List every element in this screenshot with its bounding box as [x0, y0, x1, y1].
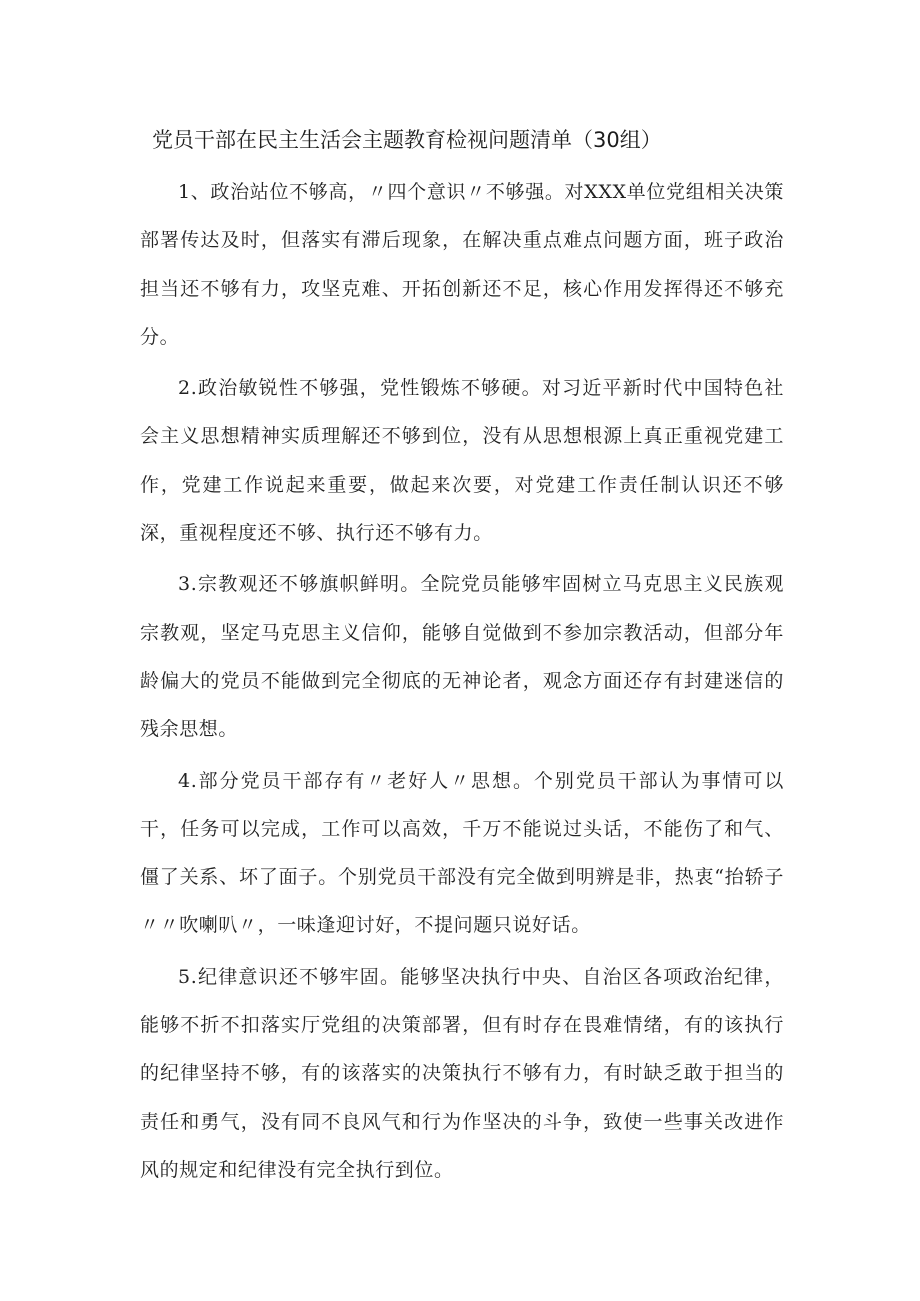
paragraph-5: 5.纪律意识还不够牢固。能够坚决执行中央、自治区各项政治纪律，能够不折不扣落实厅党组的决策部署，但有时存在畏难情绪，有的该执行的纪律坚持不够，有的该落实的决策执行不够有力，有时缺乏敢于担当的责任和勇气，没有同不良风气和行为作坚决的斗争，致使一些事关改进作风的规定和纪律没有完全执行到位。 [140, 965, 784, 1181]
document-title: 党员干部在民主生活会主题教育检视问题清单（30组） [152, 128, 662, 152]
document-body [140, 168, 784, 1197]
paragraph-1: 1、政治站位不够高，〃四个意识〃不够强。对XXX单位党组相关决策部署传达及时，但落实有滞后现象，在解决重点难点问题方面，班子政治担当还不够有力，攻坚克难、开拓创新还不足，核心作用发挥得还不够充分。 [140, 181, 784, 348]
paragraph-3: 3.宗教观还不够旗帜鲜明。全院党员能够牢固树立马克思主义民族观宗教观，坚定马克思主义信仰，能够自觉做到不参加宗教活动，但部分年龄偏大的党员不能做到完全彻底的无神论者，观念方面还存有封建迷信的残余思想。 [140, 573, 784, 741]
paragraph-4: 4.部分党员干部存有〃老好人〃思想。个别党员干部认为事情可以干，任务可以完成，工作可以高效，千万不能说过头话，不能伤了和气、僵了关系、坏了面子。个别党员干部没有完全做到明辨是非，热衷“抬轿子〃〃吹喇叭〃，一味逢迎讨好，不提问题只说好话。 [140, 769, 784, 937]
paragraph-2: 2.政治敏锐性不够强，党性锻炼不够硬。对习近平新时代中国特色社会主义思想精神实质理解还不够到位，没有从思想根源上真正重视党建工作，党建工作说起来重要，做起来次要，对党建工作责任制认识还不够深，重视程度还不够、执行还不够有力。 [140, 377, 784, 545]
